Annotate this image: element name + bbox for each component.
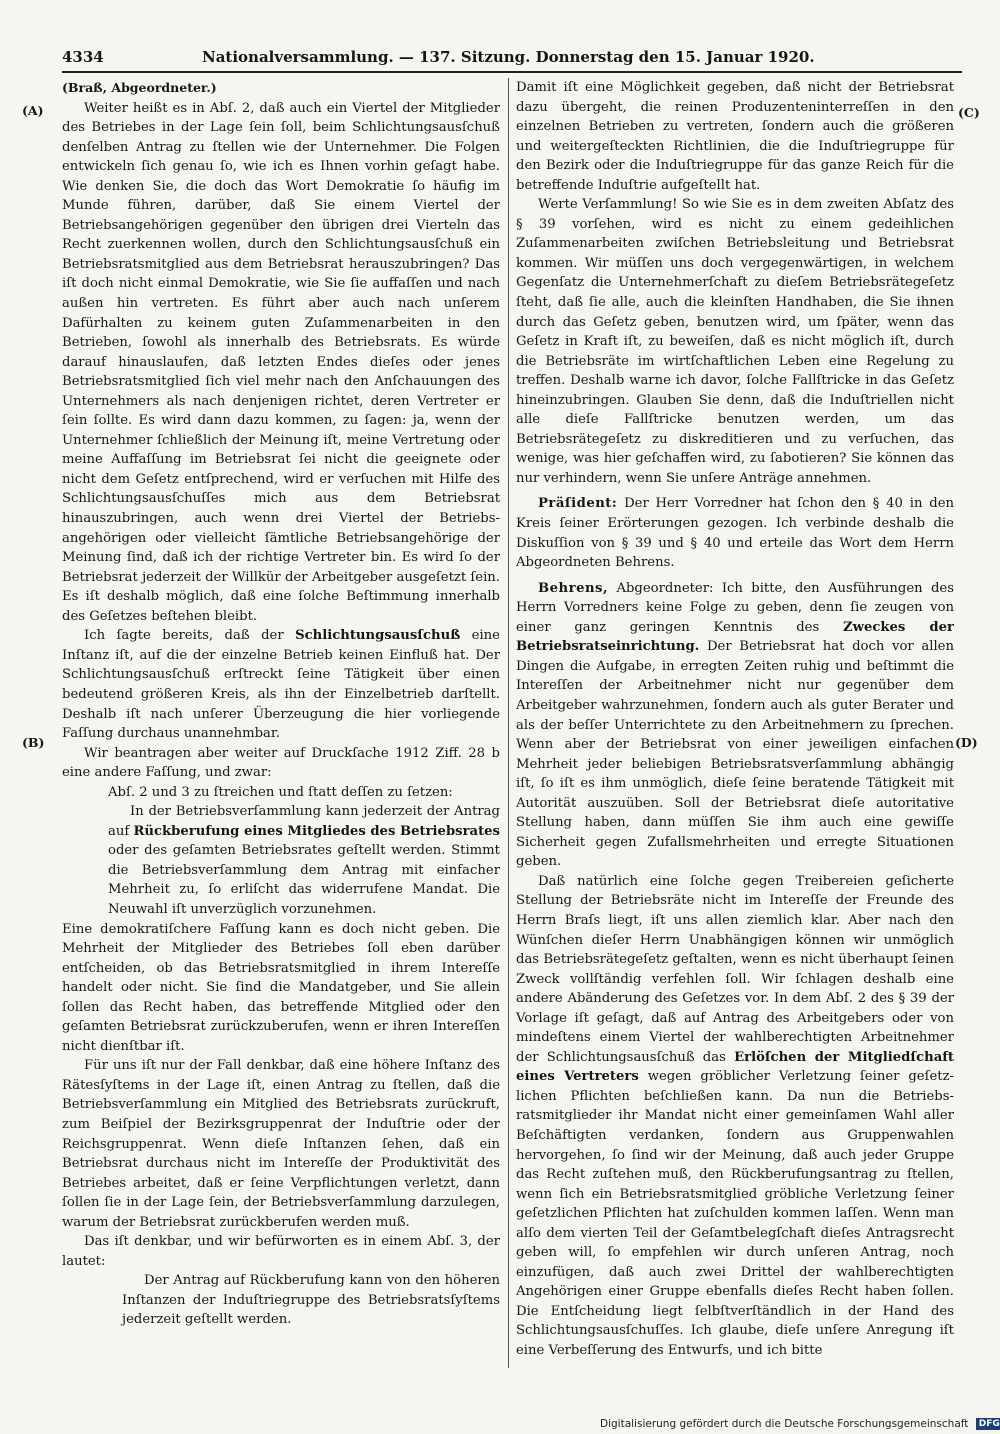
speaker-name: Präſident: bbox=[538, 496, 618, 512]
paragraph: Ich ſagte bereits, daß der Schlichtungsausſchuß eine Inſtanz iſt, auf die der einzelne Betrieb keinen Einfluß hat. Der Schlichtungsausſchuß erſtreckt ſeine Tätigkeit über einen bedeutend größeren Kreis, als ihn der Einzelbetrieb darſtellt. Deshalb iſt nach unſerer Überzeugung die hier vorliegende Faſſung durchaus unannehmbar. bbox=[62, 628, 500, 742]
bold-term: Erlöſchen der Mitgliedſchaft eines Vertreters bbox=[516, 1049, 954, 1085]
paragraph: Damit iſt eine Möglichkeit gegeben, daß nicht der Betriebsrat dazu übergeht, die reinen Produzenteninterreſſen in den einzelnen Betrieben zu vertreten, ſondern auch die größeren und weitergeſteckten Richtlinien, die die Induſtriegruppe für den Bezirk oder die Induſtriegruppe für das ganze Reich für die betreffende Induſtrie aufgeſtellt hat. bbox=[516, 80, 954, 193]
behrens-speech: Behrens, Abgeordneter: Ich bitte, den Ausführungen des Herrn Vorredners keine Folge zu geben, denn ſie zeugen von einer ganz geringen Kenntnis des Zweckes der Betriebsratseinrichtung. Der Betriebsrat hat doch vor allen Dingen die Aufgabe, in erregten Zeiten ruhig und beſtimmt die Intereſſen der Arbeitnehmer nicht nur gegenüber dem Arbeitgeber wahrzunehmen, ſondern auch als guter Berater und als der beſſer Unterrichtete zu den Arbeitnehmern zu ſprechen. Wenn aber der Betriebsrat von einer jeweiligen einfachen Mehrheit jeder beliebigen Betriebsratsverſammlung abhängig iſt, ſo iſt es ihm unmöglich, dieſe ſeine beratende Tätigkeit mit Autorität auszuüben. Soll der Betriebsrat dieſe autoritative Stellung haben, dann müſſen Sie ihm auch eine gewiſſe Sicherheit gegen Zufallsmehrheiten und erregte Situationen geben. bbox=[516, 580, 954, 870]
paragraph: Für uns iſt nur der Fall denkbar, daß eine höhere Inſtanz des Rätesſyſtems in der Lage iſt, einen Antrag zu ſtellen, daß die Betriebsverſammlung ein Mitglied des Betriebsrats zurückruft, zum Beiſpiel der Bezirksgruppenrat der Induſtrie oder der Reichsgruppenrat. Wenn dieſe Inſtanzen ſehen, daß ein Betriebsrat durchaus nicht im Intereſſe der Produktivität des Betriebes arbeitet, daß er ſeine Verpflichtungen verletzt, dann ſollen ſie in der Lage ſein, der Betriebsverſammlung darzulegen, warum der Betriebsrat zurückberufen werden muß. bbox=[62, 1058, 500, 1230]
paragraph: Eine demokratiſchere Faſſung kann es doch nicht geben. Die Mehrheit der Mitglieder des Betriebes ſoll eben darüber entſcheiden, ob das Betriebsratsmitglied in ihrem Intereſſe handelt oder nicht. Sie ſind die Mandatgeber, und Sie allein ſollen das Recht haben, das betreffende Mitglied oder den geſamten Betriebsrat zurückzuberufen, wenn er ihren Intereſſen nicht dienſtbar iſt. bbox=[62, 921, 500, 1054]
margin-mark-c: (C) bbox=[958, 105, 980, 120]
margin-mark-a: (A) bbox=[22, 103, 44, 118]
paragraph: Das iſt denkbar, und wir befürworten es in einem Abſ. 3, der lautet: bbox=[62, 1234, 500, 1269]
page-title: Nationalversammlung. — 137. Sitzung. Donnerstag den 15. Januar 1920. bbox=[202, 48, 815, 66]
bold-term: Rückberufung eines Mitgliedes des Betriebsrates bbox=[133, 823, 500, 839]
margin-mark-d: (D) bbox=[955, 735, 978, 750]
right-column bbox=[516, 78, 954, 1378]
page-header bbox=[62, 48, 962, 72]
president-statement: Präſident: Der Herr Vorredner hat ſchon den § 40 in den Kreis ſeiner Erörterungen gezogen. Ich verbinde deshalb die Diskuſſion von § 39 und § 40 und erteile das Wort dem Herrn Abgeordneten Behrens. bbox=[516, 496, 954, 571]
bold-term: Schlichtungsausſchuß bbox=[295, 628, 461, 644]
page-number: 4334 bbox=[62, 48, 104, 66]
bold-term: Zweckes der Betriebsratseinrichtung. bbox=[516, 619, 954, 655]
paragraph: Werte Verſammlung! So wie Sie es in dem zweiten Abſatz des § 39 vorſehen, wird es nicht zu einem gedeihlichen Zuſammenarbeiten zwiſchen Betriebsleitung und Betriebsrat kommen. Wir müſſen uns doch vergegenwärtigen, in welchem Gegenſatz die Unternehmerſchaft zu dieſem Betriebsrätegeſetz ſteht, daß ſie alle, auch die kleinſten Handhaben, die Sie ihnen durch das Geſetz geben, benutzen wird, um ſpäter, wenn das Geſetz in Kraft iſt, zu beweiſen, daß es nicht möglich iſt, durch die Betriebsräte im wirtſchaftlichen Leben eine Regelung zu treffen. Deshalb warne ich davor, ſolche Fallſtricke in das Geſetz hineinzubringen. Glauben Sie denn, daß die Induſtriellen nicht alle dieſe Fallſtricke benutzen werden, um das Betriebsrätegeſetz zu diskreditieren und zu verſuchen, das wenige, was hier geſchaffen wird, zu ſabotieren? Sie können das nur verhindern, wenn Sie unſere Anträge annehmen. bbox=[516, 197, 954, 486]
speaker-tag: (Braß, Abgeordneter.) bbox=[62, 80, 217, 95]
header-rule bbox=[62, 71, 962, 73]
paragraph: Daß natürlich eine ſolche gegen Treibereien geſicherte Stellung der Betriebsräte nicht im Intereſſe der Freunde des Herrn Braſs liegt, iſt uns allen ziemlich klar. Aber nach den Wünſchen dieſer Herrn Unabhängigen können wir unmöglich das Betriebsrätegeſetz geſtalten, wenn es nicht überhaupt ſeinen Zweck vollſtändig verfehlen ſoll. Wir ſchlagen deshalb eine andere Abänderung des Geſetzes vor. In dem Abſ. 2 des § 39 der Vorlage iſt geſagt, daß auf Antrag des Arbeitgebers oder von mindeſtens einem Viertel der wahlberechtigten Arbeitnehmer der Schlichtungsausſchuß das Erlöſchen der Mitgliedſchaft eines Vertreters wegen gröblicher Verletzung ſeiner geſetzlichen Pflichten beſchließen kann. Da nun die Betriebsratsmitglieder ihr Mandat nicht einer gemeinſamen Wahl aller Beſchäftigten verdanken, ſondern aus Gruppenwahlen hervorgehen, ſo ſind wir der Meinung, daß auch jeder Gruppe das Recht zuſtehen muß, den Rückberufungsantrag zu ſtellen, wenn ſich ein Betriebsratsmitglied gröbliche Verletzung ſeiner geſetzlichen Pflichten hat zuſchulden kommen laſſen. Wenn man alſo dem vierten Teil der Geſamtbelegſchaft dieſes Antragsrecht geben will, ſo empfehlen wir durch unſeren Antrag, noch einzufügen, daß auch zwei Drittel der wahlberechtigten Angehörigen einer Gruppe ebenfalls dieſes Recht haben ſollen. Die Entſcheidung liegt ſelbſtverſtändlich in der Hand des Schlichtungsausſchuſſes. Ich glaube, dieſe unſere Anregung iſt eine Verbeſſerung des Entwurfs, und ich bitte bbox=[516, 873, 954, 1358]
footer-text: Digitalisierung gefördert durch die Deutsche Forschungsgemeinschaft bbox=[600, 1418, 969, 1430]
left-column bbox=[62, 78, 500, 1378]
footer-credit bbox=[600, 1418, 1000, 1432]
speaker-name: Behrens, bbox=[538, 580, 609, 596]
margin-mark-b: (B) bbox=[22, 735, 45, 750]
motion-quote: Der Antrag auf Rückberufung kann von den höheren Inſtanzen der Induſtriegruppe des Betriebsratsſyſtems jederzeit geſtellt werden. bbox=[122, 1273, 500, 1328]
column-divider bbox=[508, 78, 509, 1368]
motion-text: Abſ. 2 und 3 zu ſtreichen und ſtatt deſſen zu ſetzen: bbox=[108, 784, 453, 800]
paragraph: Wir beantragen aber weiter auf Druckſache 1912 Ziff. 28 b eine andere Faſſung, und zwar: bbox=[62, 745, 500, 781]
motion-quote: In der Betriebsverſammlung kann jederzeit der Antrag auf Rückberufung eines Mitgliedes des Betriebsrates oder des geſamten Betriebsrates geſtellt werden. Stimmt die Betriebsverſammlung dem Antrag mit einfacher Mehrheit zu, ſo erliſcht das widerrufene Mandat. Die Neuwahl iſt unverzüglich vorzunehmen. bbox=[108, 804, 500, 917]
dfg-logo: DFG bbox=[976, 1418, 1000, 1430]
paragraph: Weiter heißt es in Abſ. 2, daß auch ein Viertel der Mitglieder des Betriebes in der Lage ſein ſoll, beim Schlichtungsausſchuß denſelben Antrag zu ſtellen wie der Unternehmer. Die Folgen entwickeln ſich genau ſo, wie ich es Ihnen vorhin geſagt habe. Wie denken Sie, die doch das Wort Demokratie ſo häufig im Munde führen, darüber, daß Sie einem Viertel der Betriebsangehörigen gegenüber den übrigen drei Vierteln das Recht zuerkennen wollen, durch den Schlichtungsausſchuß ein Betriebsratsmitglied aus dem Betriebsrat herauszubringen? Das iſt doch nicht einmal Demokratie, wie Sie ſie auffaſſen und nach außen hin vertreten. Es führt aber auch nach unſerem Dafürhalten zu keinem guten Zuſammenarbeiten in den Betrieben, ſowohl als innerhalb des Betriebsrats. Es würde darauf hinauslaufen, daß letzten Endes dieſes oder jenes Betriebsratsmitglied ſich viel mehr nach den Anſchauungen des Unternehmers als nach denjenigen richtet, deren Vertreter er ſein ſollte. Es wird dann dazu kommen, zu ſagen: ja, wenn der Unternehmer ſchließlich der Meinung iſt, meine Vertretung oder meine Auffaſſung im Betriebsrat ſei nicht die geeignete oder nicht dem Geſetz entſprechend, wird er verſuchen mit Hilfe des Schlichtungsausſchuſſes mich aus dem Betriebsrat hinauszubringen, auch wenn drei Viertel der Betriebsangehörigen oder vielleicht ſämtliche Betriebsangehörige der Meinung ſind, daß ich der richtige Vertreter bin. Es wird ſo der Betriebsrat jederzeit der Willkür der Arbeitgeber ausgeſetzt ſein. Es iſt deshalb möglich, daß eine ſolche Beſtimmung innerhalb des Geſetzes beſtehen bleibt. bbox=[62, 100, 500, 624]
